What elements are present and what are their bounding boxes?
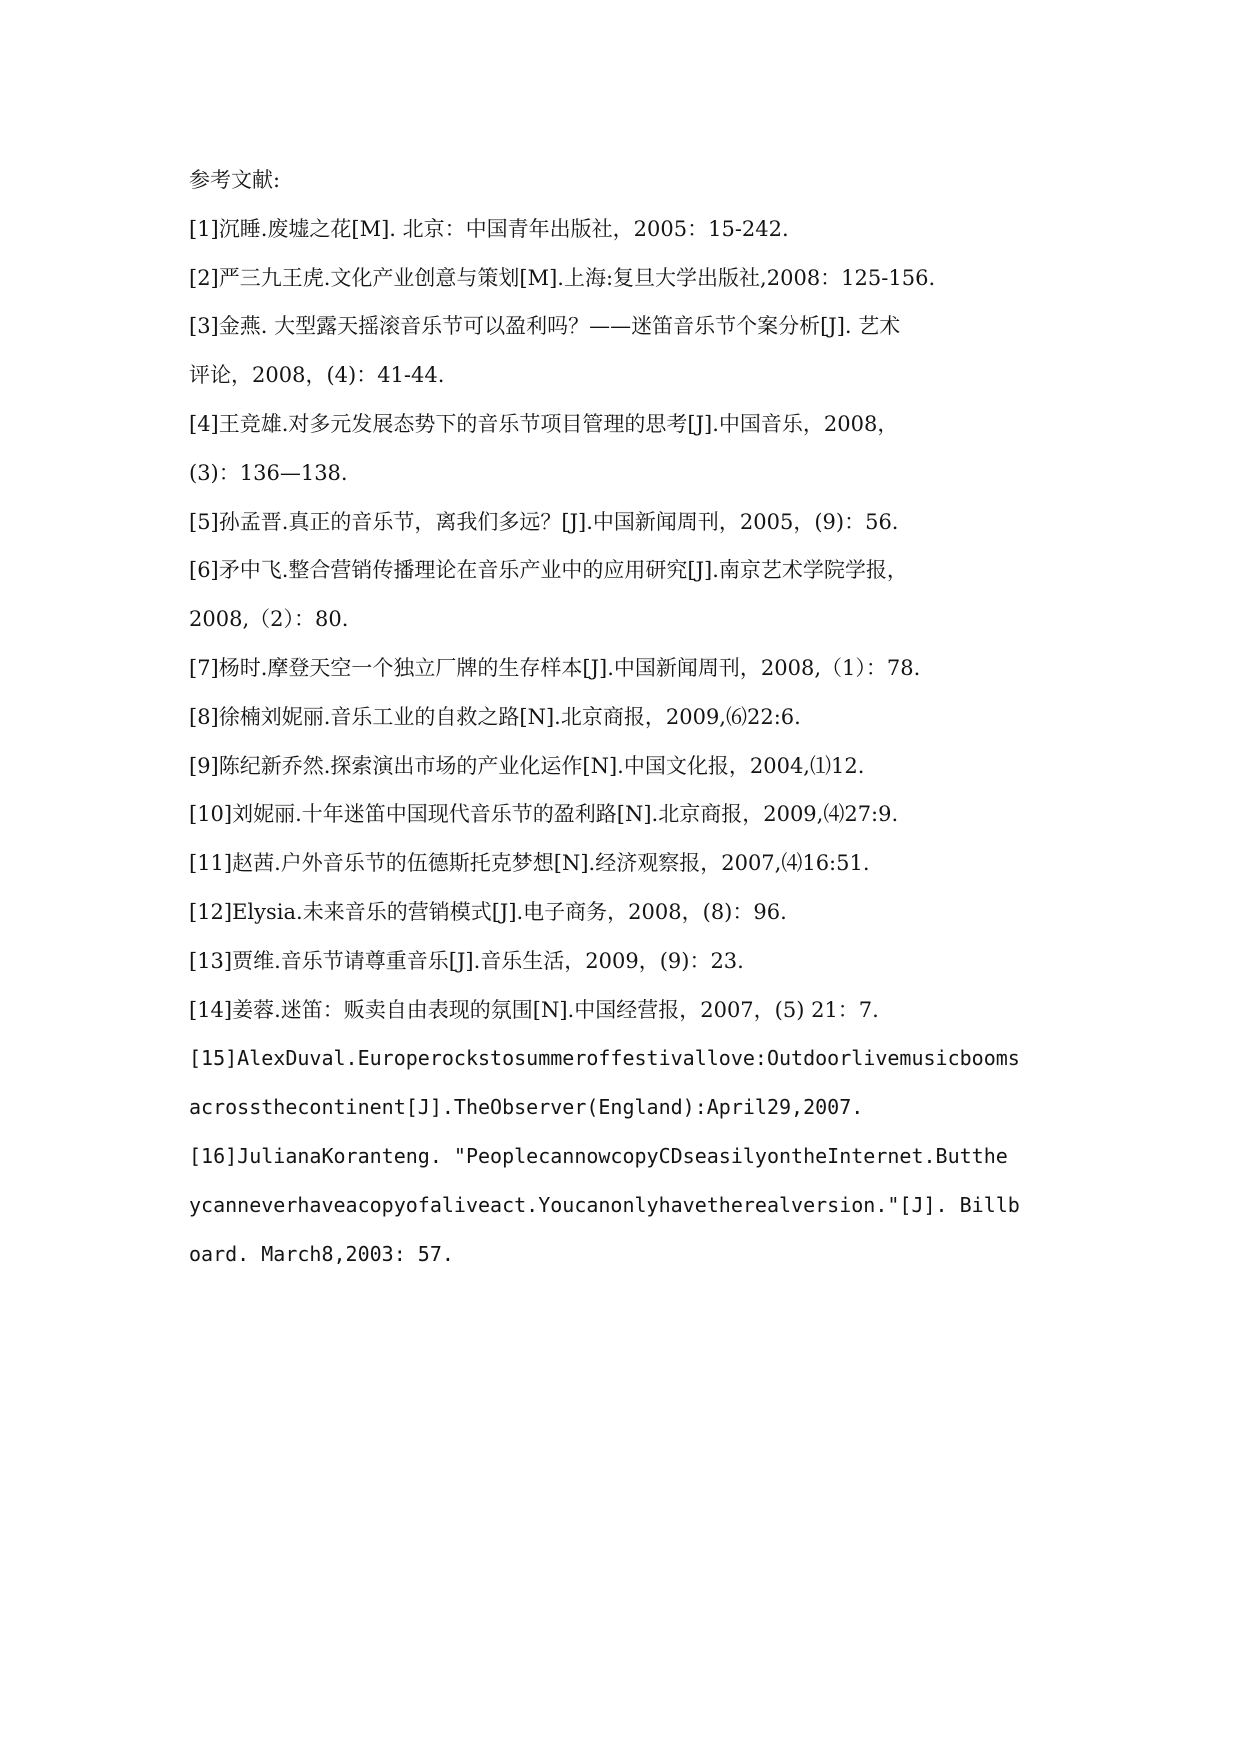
reference-entry-8	[189, 693, 1053, 742]
reference-entry-15	[189, 1034, 1053, 1132]
reference-line: [16]JulianaKoranteng. "PeoplecannowcopyCDseasilyontheInternet.Butthe	[189, 1143, 1008, 1168]
reference-line: (3)：136—138.	[189, 460, 348, 485]
reference-line: [4]王竞雄.对多元发展态势下的音乐节项目管理的思考[J].中国音乐，2008，	[189, 411, 899, 436]
reference-entry-10	[189, 790, 1053, 839]
reference-line: [8]徐楠刘妮丽.音乐工业的自救之路[N].北京商报，2009,⑹22:6.	[189, 704, 801, 729]
reference-line: 评论，2008，(4)：41-44.	[189, 363, 445, 388]
reference-line: [5]孙孟晋.真正的音乐节，离我们多远？[J].中国新闻周刊，2005，(9)：56.	[189, 509, 899, 534]
reference-line: [12]Elysia.未来音乐的营销模式[J].电子商务，2008，(8)：96.	[189, 899, 787, 924]
reference-entry-4	[189, 400, 1053, 498]
reference-entry-12	[189, 888, 1053, 937]
reference-line: [2]严三九王虎.文化产业创意与策划[M].上海:复旦大学出版社,2008：125-156.	[189, 265, 936, 290]
references-heading: 参考文献:	[189, 168, 281, 192]
reference-entry-14	[189, 986, 1053, 1035]
reference-line: 2008,（2）：80.	[189, 607, 349, 632]
reference-entry-11	[189, 839, 1053, 888]
reference-line: [15]AlexDuval.Europerockstosummeroffestivallove:Outdoorlivemusicbooms	[189, 1046, 1020, 1071]
reference-line: acrossthecontinent[J].TheObserver(England):April29,2007.	[189, 1095, 864, 1120]
reference-line: [14]姜蓉.迷笛：贩卖自由表现的氛围[N].中国经营报，2007，(5) 21：7.	[189, 997, 879, 1022]
reference-line: [1]沉睡.废墟之花[M]. 北京：中国青年出版社，2005：15-242.	[189, 216, 789, 241]
reference-line: oard. March8,2003: 57.	[189, 1241, 454, 1266]
reference-line: [11]赵茜.户外音乐节的伍德斯托克梦想[N].经济观察报，2007,⑷16:51.	[189, 851, 870, 876]
reference-entry-3	[189, 302, 1053, 400]
reference-entry-9	[189, 742, 1053, 791]
reference-entry-5	[189, 498, 1053, 547]
reference-entry-1	[189, 205, 1053, 254]
reference-line: ycanneverhaveacopyofaliveact.Youcanonlyhavetherealversion."[J]. Billb	[189, 1192, 1020, 1217]
reference-entry-2	[189, 254, 1053, 303]
reference-line: [3]金燕. 大型露天摇滚音乐节可以盈利吗？——迷笛音乐节个案分析[J]. 艺术	[189, 314, 901, 339]
reference-entry-16	[189, 1132, 1053, 1278]
reference-line: [13]贾维.音乐节请尊重音乐[J].音乐生活，2009，(9)：23.	[189, 948, 744, 973]
reference-line: [9]陈纪新乔然.探索演出市场的产业化运作[N].中国文化报，2004,⑴12.	[189, 753, 865, 778]
reference-entry-6	[189, 546, 1053, 644]
reference-line: [7]杨时.摩登天空一个独立厂牌的生存样本[J].中国新闻周刊，2008,（1）：78.	[189, 655, 921, 680]
reference-entry-7	[189, 644, 1053, 693]
reference-line: [10]刘妮丽.十年迷笛中国现代音乐节的盈利路[N].北京商报，2009,⑷27:9.	[189, 802, 899, 827]
reference-entry-13	[189, 937, 1053, 986]
reference-line: [6]矛中飞.整合营销传播理论在音乐产业中的应用研究[J].南京艺术学院学报，	[189, 558, 908, 583]
reference-list	[189, 156, 1053, 1278]
